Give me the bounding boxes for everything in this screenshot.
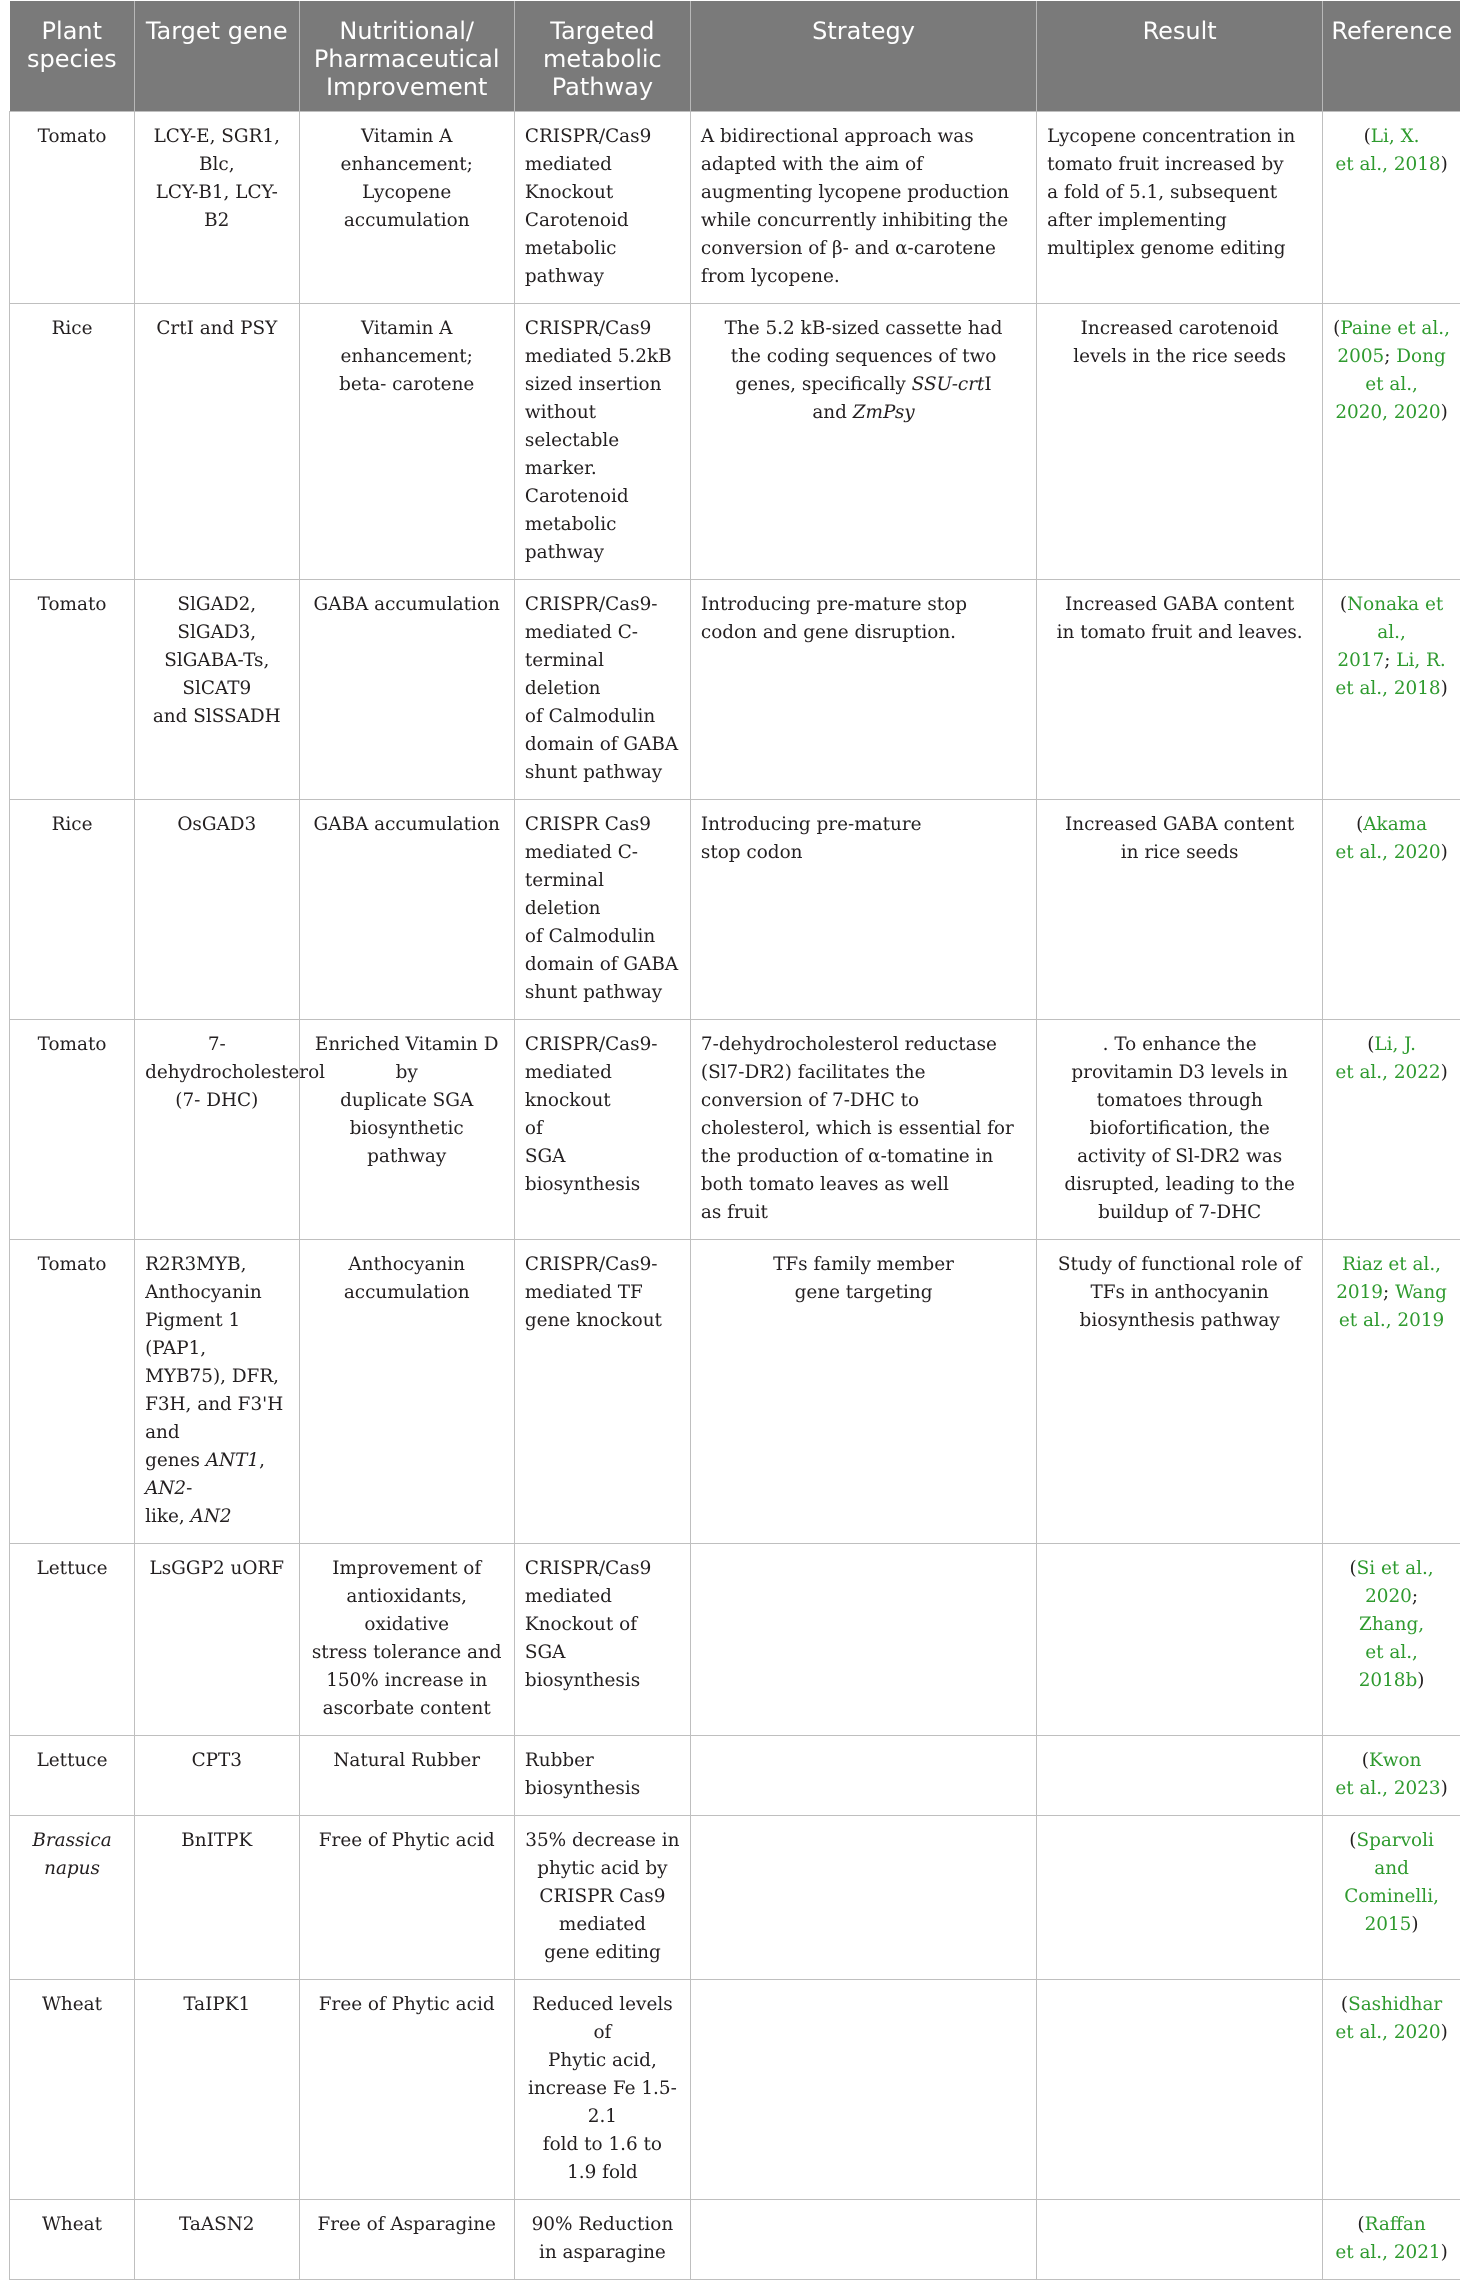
cell-gene: LsGGP2 uORF	[135, 1544, 299, 1736]
cell-species: Rice	[10, 304, 135, 580]
cell-strategy	[690, 1816, 1036, 1980]
cell-strategy: A bidirectional approach was adapted with the aim of augmenting lycopene production while concurrently inhibiting the conversion of β- and α-carotene from lycopene.	[690, 112, 1036, 304]
cell-improvement: GABA accumulation	[299, 580, 514, 800]
reference-link[interactable]: Paine et al., 2005	[1337, 318, 1450, 367]
cell-reference: (Si et al., 2020; Zhang, et al., 2018b)	[1323, 1544, 1460, 1736]
reference-link[interactable]: Wang et al., 2019	[1339, 1282, 1447, 1331]
table-row	[10, 1240, 1460, 1544]
header-improvement: Nutritional/ Pharmaceutical Improvement	[299, 1, 514, 112]
cell-improvement: Anthocyanin accumulation	[299, 1240, 514, 1544]
header-result: Result	[1037, 1, 1323, 112]
reference-link[interactable]: Dong et al., 2020, 2020	[1335, 346, 1445, 423]
cell-reference: (Paine et al., 2005; Dong et al., 2020, 2020)	[1323, 304, 1460, 580]
reference-link[interactable]: Zhang, et al., 2018b	[1359, 1614, 1424, 1691]
reference-link[interactable]: Li, X. et al., 2018	[1335, 126, 1440, 175]
reference-link[interactable]: Nonaka et al., 2017	[1337, 594, 1443, 671]
cell-pathway: CRISPR/Cas9- mediated TF gene knockout	[514, 1240, 690, 1544]
cell-species: Brassica napus	[10, 1816, 135, 1980]
cell-pathway: CRISPR/Cas9- mediated C- terminal deletion of Calmodulin domain of GABA shunt pathway	[514, 580, 690, 800]
cell-pathway: 35% decrease in phytic acid by CRISPR Cas9 mediated gene editing	[514, 1816, 690, 1980]
header-target-gene: Target gene	[135, 1, 299, 112]
cell-gene: TaIPK1	[135, 1980, 299, 2200]
cell-reference: (Sparvoli and Cominelli, 2015)	[1323, 1816, 1460, 1980]
cell-reference: (Nonaka et al., 2017; Li, R. et al., 2018)	[1323, 580, 1460, 800]
cell-gene: CrtI and PSY	[135, 304, 299, 580]
cell-pathway: 90% Reduction in asparagine	[514, 2200, 690, 2280]
reference-link[interactable]: Sashidhar et al., 2020	[1335, 1994, 1442, 2043]
cell-reference: (Kwon et al., 2023)	[1323, 1736, 1460, 1816]
table-row	[10, 1736, 1460, 1816]
cell-strategy: TFs family member gene targeting	[690, 1240, 1036, 1544]
cell-reference: (Raffan et al., 2021)	[1323, 2200, 1460, 2280]
cell-strategy	[690, 2200, 1036, 2280]
cell-pathway: CRISPR Cas9 mediated C- terminal deletion of Calmodulin domain of GABA shunt pathway	[514, 800, 690, 1020]
table-row	[10, 2200, 1460, 2280]
cell-result	[1037, 1736, 1323, 1816]
cell-result	[1037, 1980, 1323, 2200]
cell-reference: (Li, J. et al., 2022)	[1323, 1020, 1460, 1240]
header-plant-species: Plant species	[10, 1, 135, 112]
table-row	[10, 1816, 1460, 1980]
cell-species: Rice	[10, 800, 135, 1020]
cell-strategy	[690, 1980, 1036, 2200]
cell-pathway: CRISPR/Cas9 mediated Knockout of SGA biosynthesis	[514, 1544, 690, 1736]
cell-strategy: The 5.2 kB-sized cassette had the coding sequences of two genes, specifically SSU-crtI and ZmPsy	[690, 304, 1036, 580]
cell-species: Tomato	[10, 1240, 135, 1544]
cell-improvement: Free of Asparagine	[299, 2200, 514, 2280]
table-row	[10, 1544, 1460, 1736]
cell-improvement: Natural Rubber	[299, 1736, 514, 1816]
cell-species: Lettuce	[10, 1544, 135, 1736]
cell-improvement: Free of Phytic acid	[299, 1816, 514, 1980]
cell-reference: Riaz et al., 2019; Wang et al., 2019	[1323, 1240, 1460, 1544]
cell-strategy: 7-dehydrocholesterol reductase (Sl7-DR2) facilitates the conversion of 7-DHC to cholesterol, which is essential for the production of α-tomatine in both tomato leaves as well as fruit	[690, 1020, 1036, 1240]
reference-link[interactable]: Kwon et al., 2023	[1335, 1750, 1440, 1799]
cell-result	[1037, 1816, 1323, 1980]
reference-link[interactable]: Akama et al., 2020	[1335, 814, 1440, 863]
cell-improvement: Enriched Vitamin D by duplicate SGA biosynthetic pathway	[299, 1020, 514, 1240]
cell-strategy	[690, 1544, 1036, 1736]
cell-gene: LCY-E, SGR1, Blc, LCY-B1, LCY-B2	[135, 112, 299, 304]
cell-result: Lycopene concentration in tomato fruit increased by a fold of 5.1, subsequent after implementing multiplex genome editing	[1037, 112, 1323, 304]
reference-link[interactable]: Sparvoli and Cominelli, 2015	[1344, 1830, 1439, 1935]
cell-pathway: CRISPR/Cas9- mediated knockout of SGA biosynthesis	[514, 1020, 690, 1240]
cell-gene: CPT3	[135, 1736, 299, 1816]
cell-pathway: CRISPR/Cas9 mediated 5.2kB sized insertion without selectable marker. Carotenoid metabolic pathway	[514, 304, 690, 580]
cell-result	[1037, 1544, 1323, 1736]
cell-strategy: Introducing pre-mature stop codon and gene disruption.	[690, 580, 1036, 800]
cell-reference: (Li, X. et al., 2018)	[1323, 112, 1460, 304]
header-pathway: Targeted metabolic Pathway	[514, 1, 690, 112]
cell-reference: (Sashidhar et al., 2020)	[1323, 1980, 1460, 2200]
reference-link[interactable]: Riaz et al., 2019	[1336, 1254, 1441, 1303]
table-row	[10, 112, 1460, 304]
table-row	[10, 1020, 1460, 1240]
cell-improvement: Free of Phytic acid	[299, 1980, 514, 2200]
reference-link[interactable]: Li, J. et al., 2022	[1335, 1034, 1440, 1083]
cell-species: Wheat	[10, 2200, 135, 2280]
reference-link[interactable]: Si et al., 2020	[1357, 1558, 1434, 1607]
header-strategy: Strategy	[690, 1, 1036, 112]
cell-gene: BnITPK	[135, 1816, 299, 1980]
cell-result: Increased GABA content in rice seeds	[1037, 800, 1323, 1020]
cell-gene: TaASN2	[135, 2200, 299, 2280]
cell-pathway: Rubber biosynthesis	[514, 1736, 690, 1816]
cell-result: . To enhance the provitamin D3 levels in tomatoes through biofortification, the activity of Sl-DR2 was disrupted, leading to the buildup of 7-DHC	[1037, 1020, 1323, 1240]
header-row	[10, 1, 1460, 112]
cell-gene: R2R3MYB, Anthocyanin Pigment 1 (PAP1, MYB75), DFR, F3H, and F3'H and genes ANT1, AN2- like, AN2	[135, 1240, 299, 1544]
cell-pathway: Reduced levels of Phytic acid, increase Fe 1.5-2.1 fold to 1.6 to 1.9 fold	[514, 1980, 690, 2200]
cell-result: Study of functional role of TFs in anthocyanin biosynthesis pathway	[1037, 1240, 1323, 1544]
table-row	[10, 1980, 1460, 2200]
table-row	[10, 580, 1460, 800]
cell-pathway: CRISPR/Cas9 mediated Knockout Carotenoid metabolic pathway	[514, 112, 690, 304]
reference-link[interactable]: Raffan et al., 2021	[1335, 2214, 1440, 2263]
header-reference: Reference	[1323, 1, 1460, 112]
cell-reference: (Akama et al., 2020)	[1323, 800, 1460, 1020]
cell-improvement: GABA accumulation	[299, 800, 514, 1020]
table-row	[10, 800, 1460, 1020]
table-row	[10, 304, 1460, 580]
reference-link[interactable]: Li, R. et al., 2018	[1335, 650, 1445, 699]
data-table	[9, 1, 1460, 2280]
cell-species: Wheat	[10, 1980, 135, 2200]
cell-species: Tomato	[10, 580, 135, 800]
cell-result: Increased carotenoid levels in the rice seeds	[1037, 304, 1323, 580]
cell-species: Tomato	[10, 1020, 135, 1240]
cell-species: Tomato	[10, 112, 135, 304]
cell-strategy	[690, 1736, 1036, 1816]
cell-gene: 7- dehydrocholesterol (7- DHC)	[135, 1020, 299, 1240]
cell-species: Lettuce	[10, 1736, 135, 1816]
cell-gene: OsGAD3	[135, 800, 299, 1020]
cell-result: Increased GABA content in tomato fruit and leaves.	[1037, 580, 1323, 800]
cell-result	[1037, 2200, 1323, 2280]
cell-strategy: Introducing pre-mature stop codon	[690, 800, 1036, 1020]
cell-gene: SlGAD2, SlGAD3, SlGABA-Ts, SlCAT9 and SlSSADH	[135, 580, 299, 800]
cell-improvement: Vitamin A enhancement; Lycopene accumulation	[299, 112, 514, 304]
cell-improvement: Improvement of antioxidants, oxidative stress tolerance and 150% increase in ascorbate content	[299, 1544, 514, 1736]
cell-improvement: Vitamin A enhancement; beta- carotene	[299, 304, 514, 580]
